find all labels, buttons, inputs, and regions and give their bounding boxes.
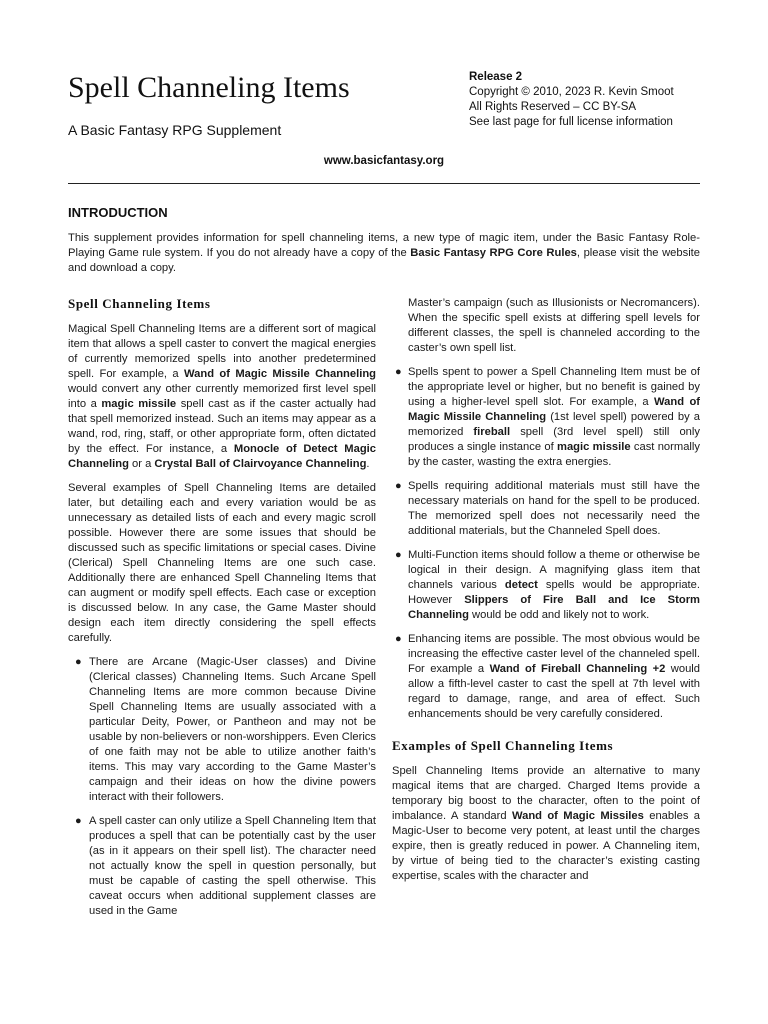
bullet-icon: ● <box>395 480 402 492</box>
release-info <box>469 70 674 130</box>
bullet-icon: ● <box>395 549 402 561</box>
bullet-icon: ● <box>75 815 82 827</box>
bullet-icon: ● <box>395 633 402 645</box>
left-column <box>68 296 376 928</box>
bullet-icon: ● <box>75 656 82 668</box>
document-subtitle: A Basic Fantasy RPG Supplement <box>68 122 282 138</box>
list-item: ● Multi-Function items should follow a theme or otherwise be logical in their design. A magnifying glass item that channels various detect spells would be appropriate. However Slippers of Fire Ball and Ice Storm Channeling would be odd and likely not to work. <box>395 549 700 621</box>
license-line: See last page for full license information <box>469 116 673 128</box>
introduction-heading: INTRODUCTION <box>68 205 168 220</box>
copyright-line: Copyright © 2010, 2023 R. Kevin Smoot <box>469 86 674 98</box>
list-item: ● A spell caster can only utilize a Spell Channeling Item that produces a spell that can be potentially cast by the user (as in it appears on their spell list). The character need not actually know the spell in question personally, but must be capable of casting the spell otherwise. This caveat occurs when additional supplement classes are used in the Game <box>75 815 376 917</box>
right-column <box>392 296 700 893</box>
left-paragraph-2: Several examples of Spell Channeling Items are detailed later, but detailing each and every variation would be as unnecessary as detailed lists of each and every magic scroll possible. However there are some issues that should be discussed such as specific limitations or special cases. Divine (Clerical) Spell Channeling Items are one such case. Additionally there are enhanced Spell Channeling Items that can augment or modify spell effects. Each case or exception is discussed below. In any case, the Game Master should design each item directly considering the spell effects carefully. <box>68 482 376 644</box>
list-item: ● Enhancing items are possible. The most obvious would be increasing the effective caster level of the channeled spell. For example a Wand of Fireball Channeling +2 would allow a fifth-level caster to cast the spell at 7th level with regard to damage, range, and area of effect. Such enhancements should be very carefully considered. <box>395 633 701 720</box>
left-bullet-list <box>72 655 376 919</box>
bullet-icon: ● <box>395 366 402 378</box>
introduction-paragraph: This supplement provides information for spell channeling items, a new type of magic item, under the Basic Fantasy Role-Playing Game rule system. If you do not already have a copy of the Basic Fantasy RPG Core Rules, please visit the website and download a copy. <box>68 232 701 274</box>
right-bullet-list <box>392 365 700 722</box>
website-link[interactable]: www.basicfantasy.org <box>323 155 445 167</box>
rights-line: All Rights Reserved – CC BY-SA <box>469 101 637 113</box>
list-item: ● There are Arcane (Magic-User classes) and Divine (Clerical classes) Channeling Items. Such Arcane Spell Channeling Items are more common because Divine Spell Channeling Items are usually associated with a particular Deity, Power, or Pantheon and may not be usable by non-believers or non-worshippers. Even Clerics of one faith may not be able to utilize another faith’s items. This may vary according to the Game Master’s campaign and their ideas on how the divine powers interact with their followers. <box>75 656 376 803</box>
release-number: Release 2 <box>469 71 523 83</box>
left-paragraph-1: Magical Spell Channeling Items are a different sort of magical item that allows a spell caster to convert the magical energies of currently memorized spells into another predetermined spell. For example, a Wand of Magic Missile Channeling would convert any other currently memorized first level spell into a magic missile spell cast as if the caster actually had that spell memorized instead. Such an items may appear as a wand, rod, ring, staff, or other appropriate form, often dictated by the effect. For instance, a Monocle of Detect Magic Channeling or a Crystal Ball of Clairvoyance Channeling. <box>68 323 376 470</box>
list-item: ● Spells spent to power a Spell Channeling Item must be of the appropriate level or higher, but no benefit is gained by using a higher-level spell slot. For example, a Wand of Magic Missile Channeling (1st level spell) powered by a memorized fireball spell (3rd level spell) still only produces a single instance of magic missile cast normally by the caster, wasting the extra energies. <box>395 366 701 468</box>
examples-heading: Examples of Spell Channeling Items <box>392 738 614 753</box>
right-continuation-paragraph: Master’s campaign (such as Illusionists or Necromancers). When the specific spell exists at differing spell levels for different classes, the spell is channeled according to the caster’s own spell list. <box>408 297 700 354</box>
examples-paragraph: Spell Channeling Items provide an alternative to many magical items that are charged. Charged Items provide a temporary big boost to the character, often to the point of imbalance. A standard Wand of Magic Missiles enables a Magic-User to become very potent, at least until the charges expire, then is greatly reduced in power. A Channeling item, by virtue of being tied to the character’s existing casting expertise, scales with the character and <box>392 765 700 882</box>
document-title: Spell Channeling Items <box>68 71 350 104</box>
list-item: ● Spells requiring additional materials must still have the necessary materials on hand for the spell to be produced. The memorized spell does not necessarily need the additional materials, but the Channeled Spell does. <box>395 480 700 537</box>
spell-channeling-items-heading: Spell Channeling Items <box>68 296 211 311</box>
header-divider <box>68 183 700 184</box>
